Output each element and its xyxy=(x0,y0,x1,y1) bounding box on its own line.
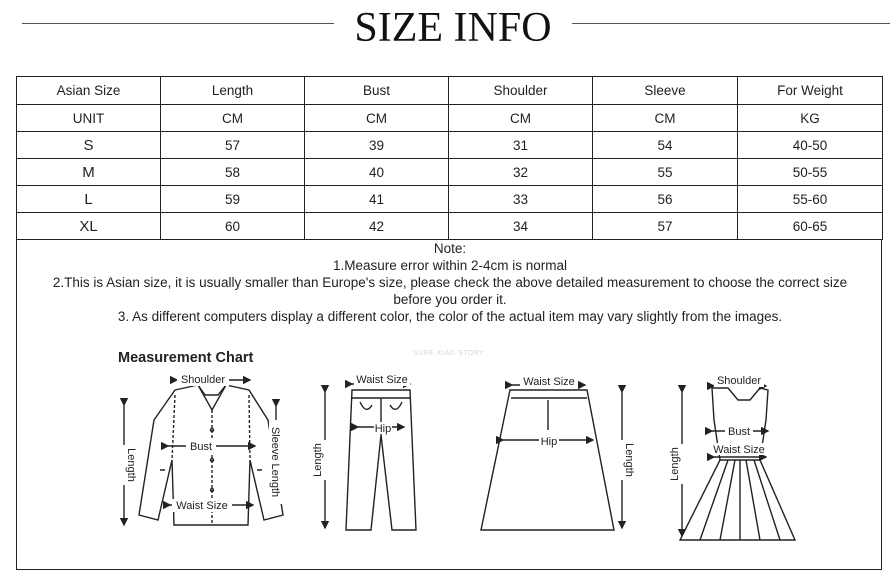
shirt-sleeve-label: Sleeve Length xyxy=(269,426,281,498)
skirt-length-label: Length xyxy=(623,443,635,477)
table-cell: XL xyxy=(17,213,161,240)
skirt-waist-label: Waist Size xyxy=(523,376,575,388)
dress-length-label: Length xyxy=(669,447,681,481)
table-cell: 55 xyxy=(593,159,738,186)
shirt-bust-label: Bust xyxy=(189,441,213,453)
note-line-3: 3. As different computers display a different color, the color of the actual item may vary slightly from the images. xyxy=(117,309,783,324)
table-cell: 34 xyxy=(449,213,593,240)
table-cell: 40 xyxy=(305,159,449,186)
table-cell: 56 xyxy=(593,186,738,213)
header-cell: Shoulder xyxy=(449,77,593,105)
header-cell: Bust xyxy=(305,77,449,105)
header-cell: Length xyxy=(161,77,305,105)
pants-length-label: Length xyxy=(312,443,324,477)
measurement-chart-title: Measurement Chart xyxy=(118,350,254,366)
skirt-illustration xyxy=(481,390,614,530)
note-line-2-cont: before you order it. xyxy=(393,292,507,307)
table-cell: L xyxy=(17,186,161,213)
table-cell: 54 xyxy=(593,132,738,159)
table-cell: 59 xyxy=(161,186,305,213)
dress-bust-label: Bust xyxy=(727,426,751,438)
table-cell: 42 xyxy=(305,213,449,240)
table-cell: 39 xyxy=(305,132,449,159)
pants-illustration xyxy=(346,390,416,530)
note-heading: Note: xyxy=(433,241,467,256)
page-title: SIZE INFO xyxy=(354,5,552,51)
header-cell: Sleeve xyxy=(593,77,738,105)
watermark: SURE XIAO STORY xyxy=(413,349,484,357)
table-cell: 40-50 xyxy=(738,132,883,159)
pants-hip-label: Hip xyxy=(374,423,392,435)
shirt-length-label: Length xyxy=(125,448,137,482)
unit-cell: CM xyxy=(593,105,738,132)
skirt-hip-label: Hip xyxy=(540,436,558,448)
unit-cell: CM xyxy=(161,105,305,132)
note-line-2: 2.This is Asian size, it is usually smaller than Europe's size, please check the above detailed measurement to choose the correct size xyxy=(52,275,848,290)
dress-illustration xyxy=(680,388,795,540)
header-cell: For Weight xyxy=(738,77,883,105)
table-cell: 60 xyxy=(161,213,305,240)
table-cell: 55-60 xyxy=(738,186,883,213)
table-cell: S xyxy=(17,132,161,159)
table-cell: M xyxy=(17,159,161,186)
dress-shoulder-label: Shoulder xyxy=(716,375,762,387)
shirt-shoulder-label: Shoulder xyxy=(180,374,226,386)
header-cell: Asian Size xyxy=(17,77,161,105)
table-cell: 41 xyxy=(305,186,449,213)
unit-cell: CM xyxy=(449,105,593,132)
table-cell: 57 xyxy=(161,132,305,159)
unit-cell: KG xyxy=(738,105,883,132)
table-cell: 60-65 xyxy=(738,213,883,240)
table-cell: 32 xyxy=(449,159,593,186)
table-cell: 58 xyxy=(161,159,305,186)
pants-waist-label: Waist Size xyxy=(356,374,408,386)
dress-waist-label: Waist Size xyxy=(713,444,765,456)
table-cell: 33 xyxy=(449,186,593,213)
note-line-1: 1.Measure error within 2-4cm is normal xyxy=(332,258,568,273)
unit-cell: UNIT xyxy=(17,105,161,132)
table-cell: 50-55 xyxy=(738,159,883,186)
shirt-waist-label: Waist Size xyxy=(176,500,228,512)
table-cell: 31 xyxy=(449,132,593,159)
table-cell: 57 xyxy=(593,213,738,240)
unit-cell: CM xyxy=(305,105,449,132)
